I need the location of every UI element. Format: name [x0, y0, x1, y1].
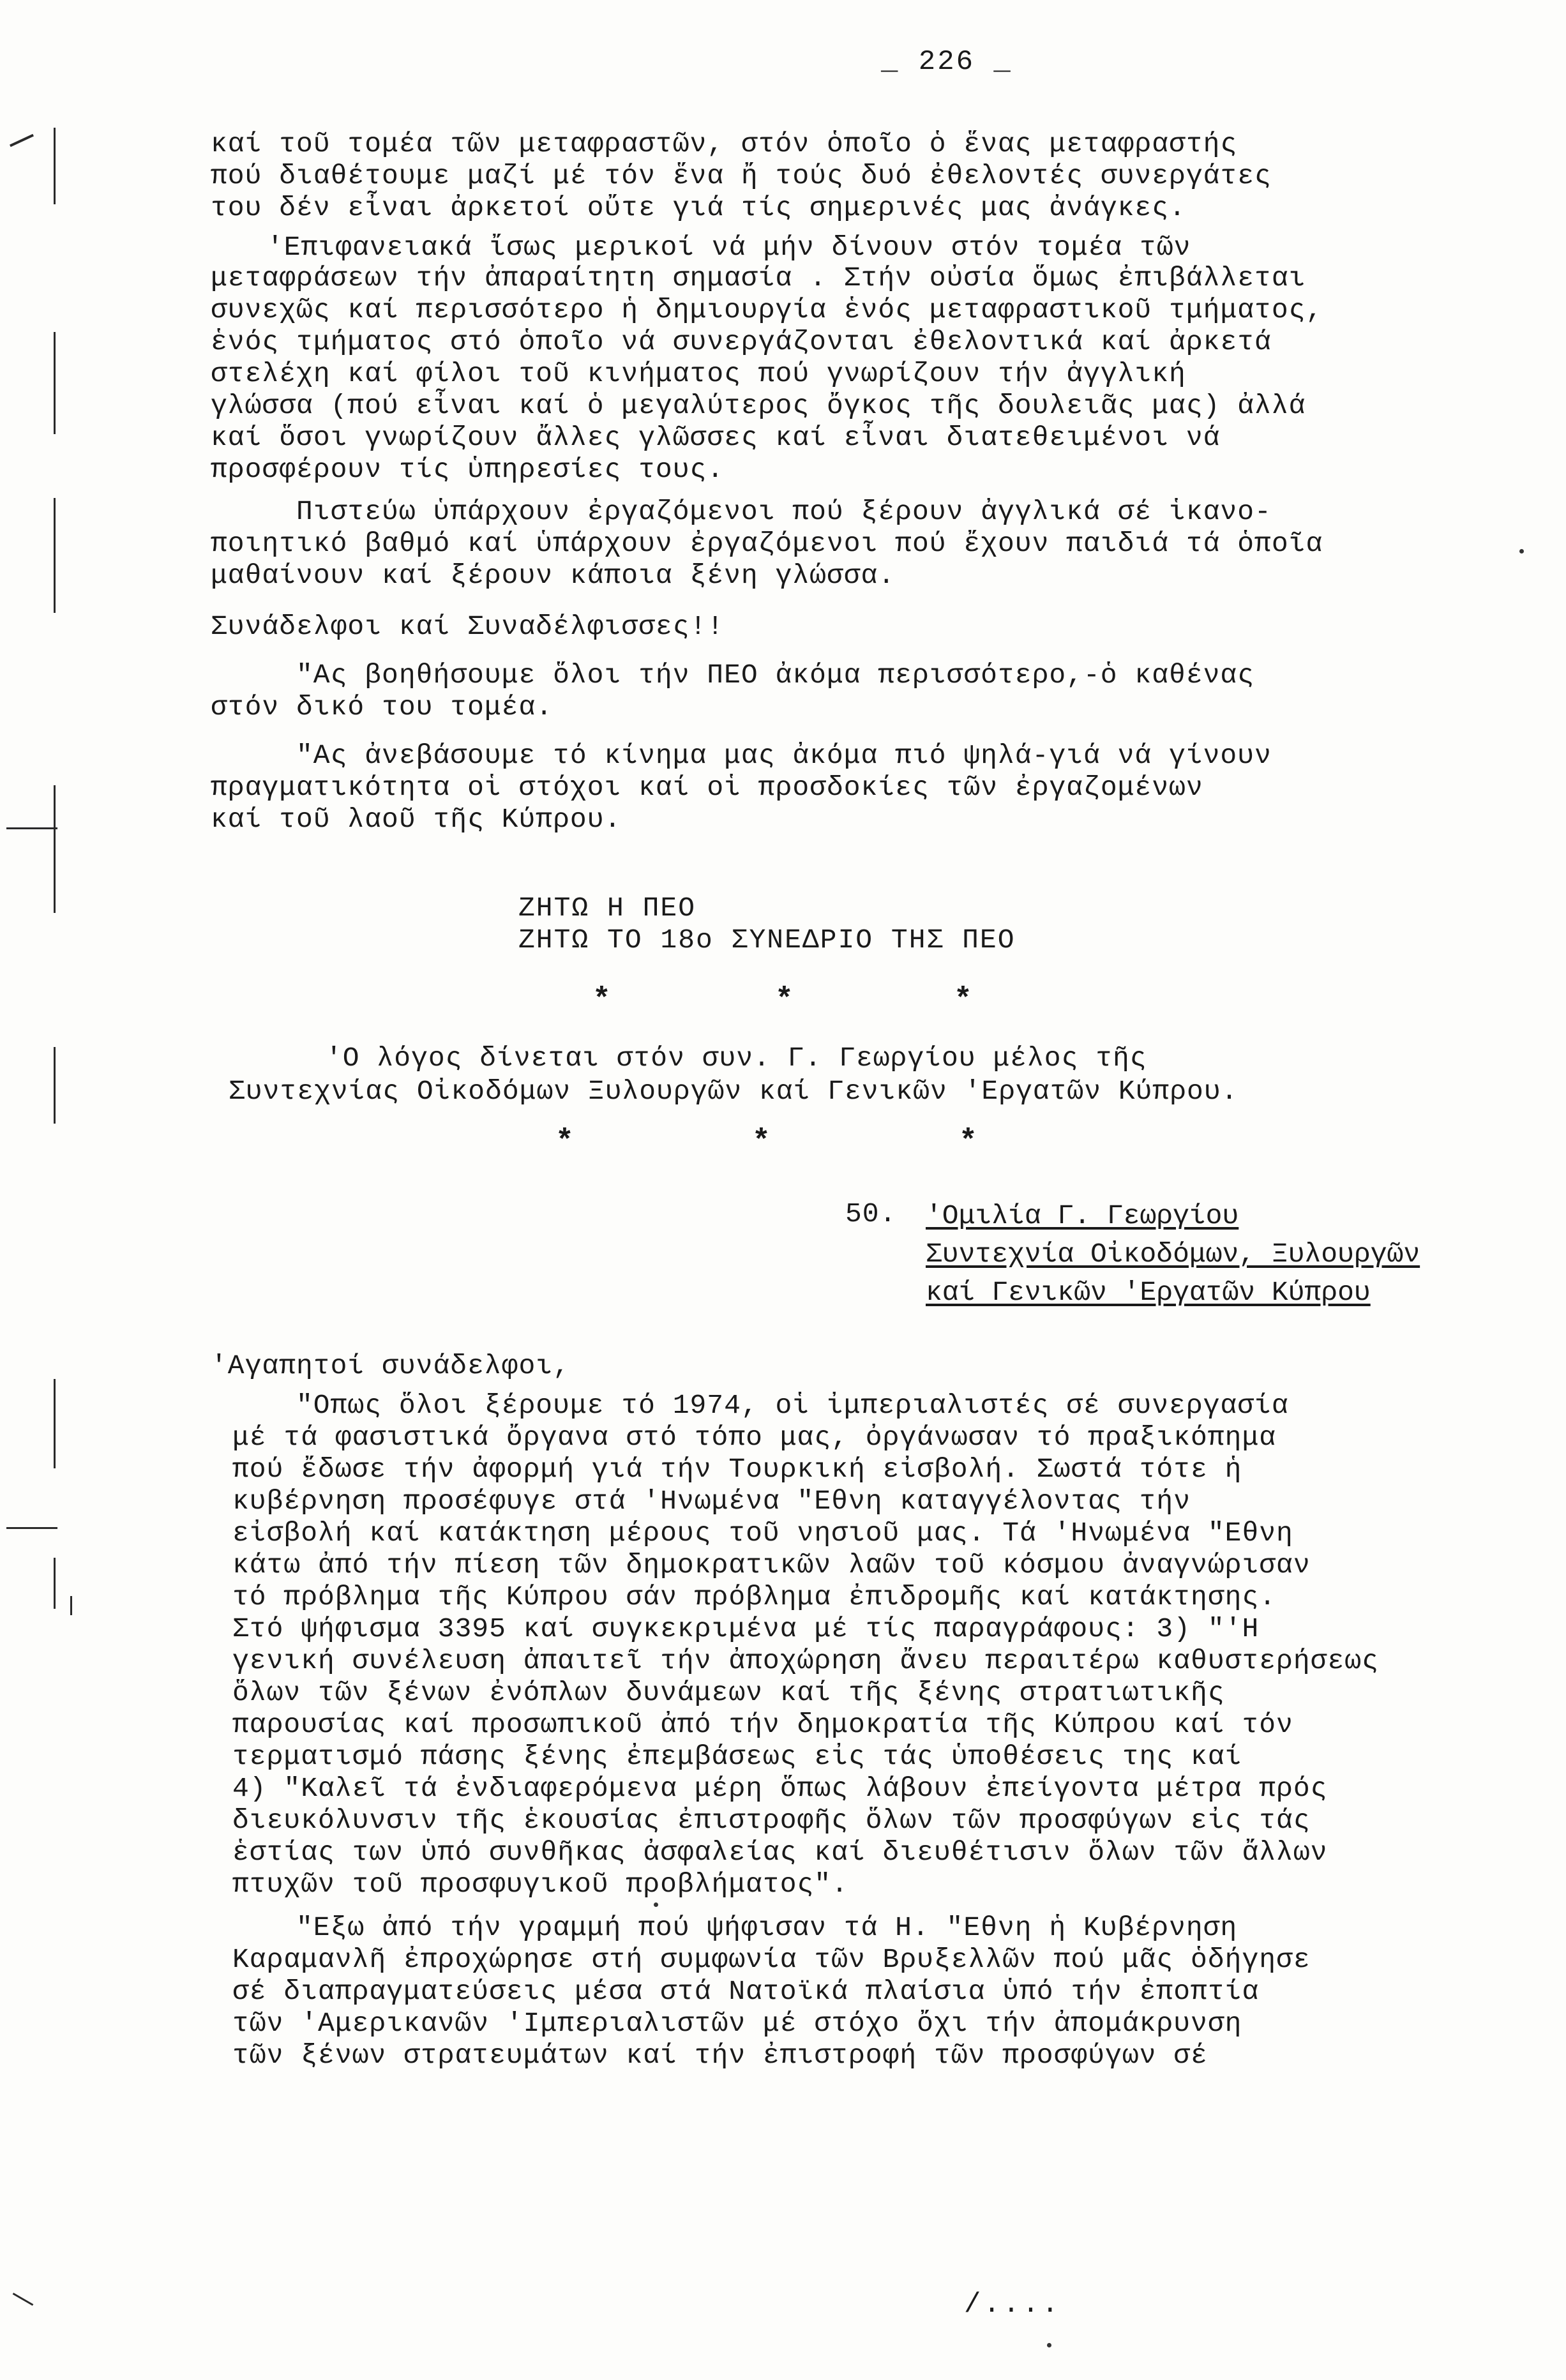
text-line: παρουσίας καί προσωπικοῦ ἀπό τήν δημοκρατία τῆς Κύπρου καί τόν	[232, 1709, 1293, 1740]
text-line: μαθαίνουν καί ξέρουν κάποια ξένη γλώσσα.	[211, 560, 896, 591]
text-line: Στό ψήφισμα 3395 καί συγκεκριμένα μέ τίς παραγράφους: 3) "'Η	[232, 1613, 1260, 1645]
slogan: ΖΗΤΩ ΤΟ 18ο ΣΥΝΕΔΡΙΟ ΤΗΣ ΠΕΟ	[518, 924, 1016, 956]
margin-rule	[54, 128, 56, 204]
scan-speck	[1047, 2343, 1051, 2347]
margin-rule	[6, 1527, 57, 1529]
speech-heading-line: Συντεχνία Οἰκοδόμων, Ξυλουργῶν	[926, 1239, 1420, 1270]
text-line: Πιστεύω ὑπάρχουν ἐργαζόμενοι πού ξέρουν ἀγγλικά σέ ἱκανο-	[296, 496, 1272, 527]
text-line: στελέχη καί φίλοι τοῦ κινήματος πού γνωρίζουν τήν ἀγγλική	[211, 358, 1186, 389]
text-line: ποιητικό βαθμό καί ὑπάρχουν ἐργαζόμενοι πού ἔχουν παιδιά τά ὁποῖα	[211, 528, 1323, 559]
margin-rule	[54, 332, 56, 434]
text-line: συνεχῶς καί περισσότερο ἡ δημιουργία ἑνός μεταφραστικοῦ τμήματος,	[211, 294, 1323, 326]
text-line: διευκόλυνσιν τῆς ἑκουσίας ἐπιστροφῆς ὅλων τῶν προσφύγων εἰς τάς	[232, 1805, 1311, 1836]
text-line: "Ας βοηθήσουμε ὅλοι τήν ΠΕΟ ἀκόμα περισσότερο,-ὁ καθένας	[296, 659, 1255, 691]
text-line: καί ὅσοι γνωρίζουν ἄλλες γλῶσσες καί εἶναι διατεθειμένοι νά	[211, 422, 1221, 453]
separator-star: *	[775, 983, 794, 1018]
margin-rule	[54, 785, 56, 913]
page-number: _ 226 _	[881, 46, 1013, 78]
continuation-mark: /....	[964, 2289, 1062, 2321]
margin-rule	[54, 498, 56, 613]
slogan: ΖΗΤΩ Η ΠΕΟ	[518, 892, 696, 924]
text-line: ὅλων τῶν ξένων ἐνόπλων δυνάμεων καί τῆς ξένης στρατιωτικῆς	[232, 1677, 1225, 1708]
text-line: μεταφράσεων τήν ἀπαραίτητη σημασία . Στήν οὐσία ὅμως ἐπιβάλλεται	[211, 262, 1306, 294]
text-line: τό πρόβλημα τῆς Κύπρου σάν πρόβλημα ἐπιδρομῆς καί κατάκτησης.	[232, 1581, 1277, 1613]
speech-number: 50.	[845, 1198, 897, 1230]
text-line: μέ τά φασιστικά ὄργανα στό τόπο μας, ὀργάνωσαν τό πραξικόπημα	[232, 1422, 1277, 1453]
margin-rule	[13, 2293, 34, 2306]
separator-star: *	[555, 1125, 574, 1159]
text-line: τῶν ξένων στρατευμάτων καί τήν ἐπιστροφή τῶν προσφύγων σέ	[232, 2040, 1208, 2071]
margin-rule	[70, 1596, 72, 1615]
salutation: 'Αγαπητοί συνάδελφοι,	[211, 1350, 570, 1382]
speech-heading-line: 'Ομιλία Γ. Γεωργίου	[926, 1200, 1239, 1231]
text-line: καί τοῦ τομέα τῶν μεταφραστῶν, στόν ὁποῖο ὁ ἕνας μεταφραστής	[211, 128, 1238, 160]
margin-rule	[10, 134, 34, 147]
text-line: καί τοῦ λαοῦ τῆς Κύπρου.	[211, 804, 622, 835]
separator-star: *	[752, 1125, 771, 1159]
text-line: Συνάδελφοι καί Συναδέλφισσες!!	[211, 611, 725, 642]
text-line: κυβέρνηση προσέφυγε στά 'Ηνωμένα "Εθνη καταγγέλοντας τήν	[232, 1486, 1191, 1517]
text-line: 'Επιφανειακά ἴσως μερικοί νά μήν δίνουν στόν τομέα τῶν	[267, 232, 1191, 263]
separator-star: *	[592, 983, 611, 1018]
speech-heading	[926, 1197, 1420, 1312]
floor-line: 'Ο λόγος δίνεται στόν συν. Γ. Γεωργίου μέλος τῆς	[326, 1043, 1147, 1074]
text-line: 4) "Καλεῖ τά ἐνδιαφερόμενα μέρη ὅπως λάβουν ἐπείγοντα μέτρα πρός	[232, 1773, 1328, 1804]
text-line: γλώσσα (πού εἶναι καί ὁ μεγαλύτερος ὄγκος τῆς δουλειᾶς μας) ἀλλά	[211, 390, 1306, 421]
scan-speck	[1519, 549, 1524, 554]
floor-line: Συντεχνίας Οἰκοδόμων Ξυλουργῶν καί Γενικῶν 'Εργατῶν Κύπρου.	[229, 1076, 1238, 1107]
text-line: πραγματικότητα οἱ στόχοι καί οἱ προσδοκίες τῶν ἐργαζομένων	[211, 772, 1203, 803]
separator-star: *	[954, 983, 972, 1018]
text-line: πού ἔδωσε τήν ἀφορμή γιά τήν Τουρκική εἰσβολή. Σωστά τότε ἡ	[232, 1454, 1242, 1485]
text-line: του δέν εἶναι ἀρκετοί οὔτε γιά τίς σημερινές μας ἀνάγκες.	[211, 192, 1186, 223]
text-line: τερματισμό πάσης ξένης ἐπεμβάσεως εἰς τάς ὑποθέσεις της καί	[232, 1741, 1242, 1772]
text-line: ἑστίας των ὑπό συνθῆκας ἀσφαλείας καί διευθέτισιν ὅλων τῶν ἄλλων	[232, 1837, 1328, 1868]
text-line: στόν δικό του τομέα.	[211, 691, 553, 723]
text-line: ἑνός τμήματος στό ὁποῖο νά συνεργάζονται ἐθελοντικά καί ἀρκετά	[211, 326, 1272, 358]
text-line: εἰσβολή καί κατάκτηση μέρους τοῦ νησιοῦ μας. Τά 'Ηνωμένα "Εθνη	[232, 1518, 1293, 1549]
margin-rule	[54, 1379, 56, 1468]
text-line: γενική συνέλευση ἀπαιτεῖ τήν ἀποχώρηση ἄνευ περαιτέρω καθυστερήσεως	[232, 1645, 1379, 1676]
text-line: Καραμανλῆ ἐπροχώρησε στή συμφωνία τῶν Βρυξελλῶν πού μᾶς ὁδήγησε	[232, 1944, 1311, 1975]
text-line: σέ διαπραγματεύσεις μέσα στά Νατοϊκά πλαίσια ὑπό τήν ἐποπτία	[232, 1976, 1260, 2007]
text-line: πού διαθέτουμε μαζί μέ τόν ἕνα ἤ τούς δυό ἐθελοντές συνεργάτες	[211, 160, 1272, 192]
text-line: "Ας ἀνεβάσουμε τό κίνημα μας ἀκόμα πιό ψηλά-γιά νά γίνουν	[296, 740, 1272, 771]
scan-speck	[654, 1902, 658, 1907]
margin-rule	[6, 827, 57, 829]
margin-rule	[54, 1047, 56, 1124]
separator-star: *	[959, 1125, 977, 1159]
speech-heading-line: καί Γενικῶν 'Εργατῶν Κύπρου	[926, 1277, 1371, 1308]
text-line: πτυχῶν τοῦ προσφυγικοῦ προβλήματος".	[232, 1869, 848, 1900]
text-line: τῶν 'Αμερικανῶν 'Ιμπεριαλιστῶν μέ στόχο ὄχι τήν ἀπομάκρυνση	[232, 2008, 1242, 2039]
text-line: προσφέρουν τίς ὑπηρεσίες τους.	[211, 454, 725, 485]
text-line: κάτω ἀπό τήν πίεση τῶν δημοκρατικῶν λαῶν τοῦ κόσμου ἀναγνώρισαν	[232, 1549, 1311, 1581]
margin-rule	[54, 1558, 56, 1609]
text-line: "Οπως ὅλοι ξέρουμε τό 1974, οἱ ἰμπεριαλιστές σέ συνεργασία	[296, 1390, 1289, 1421]
text-line: "Εξω ἀπό τήν γραμμή πού ψήφισαν τά Η. "Εθνη ἡ Κυβέρνηση	[296, 1912, 1238, 1943]
